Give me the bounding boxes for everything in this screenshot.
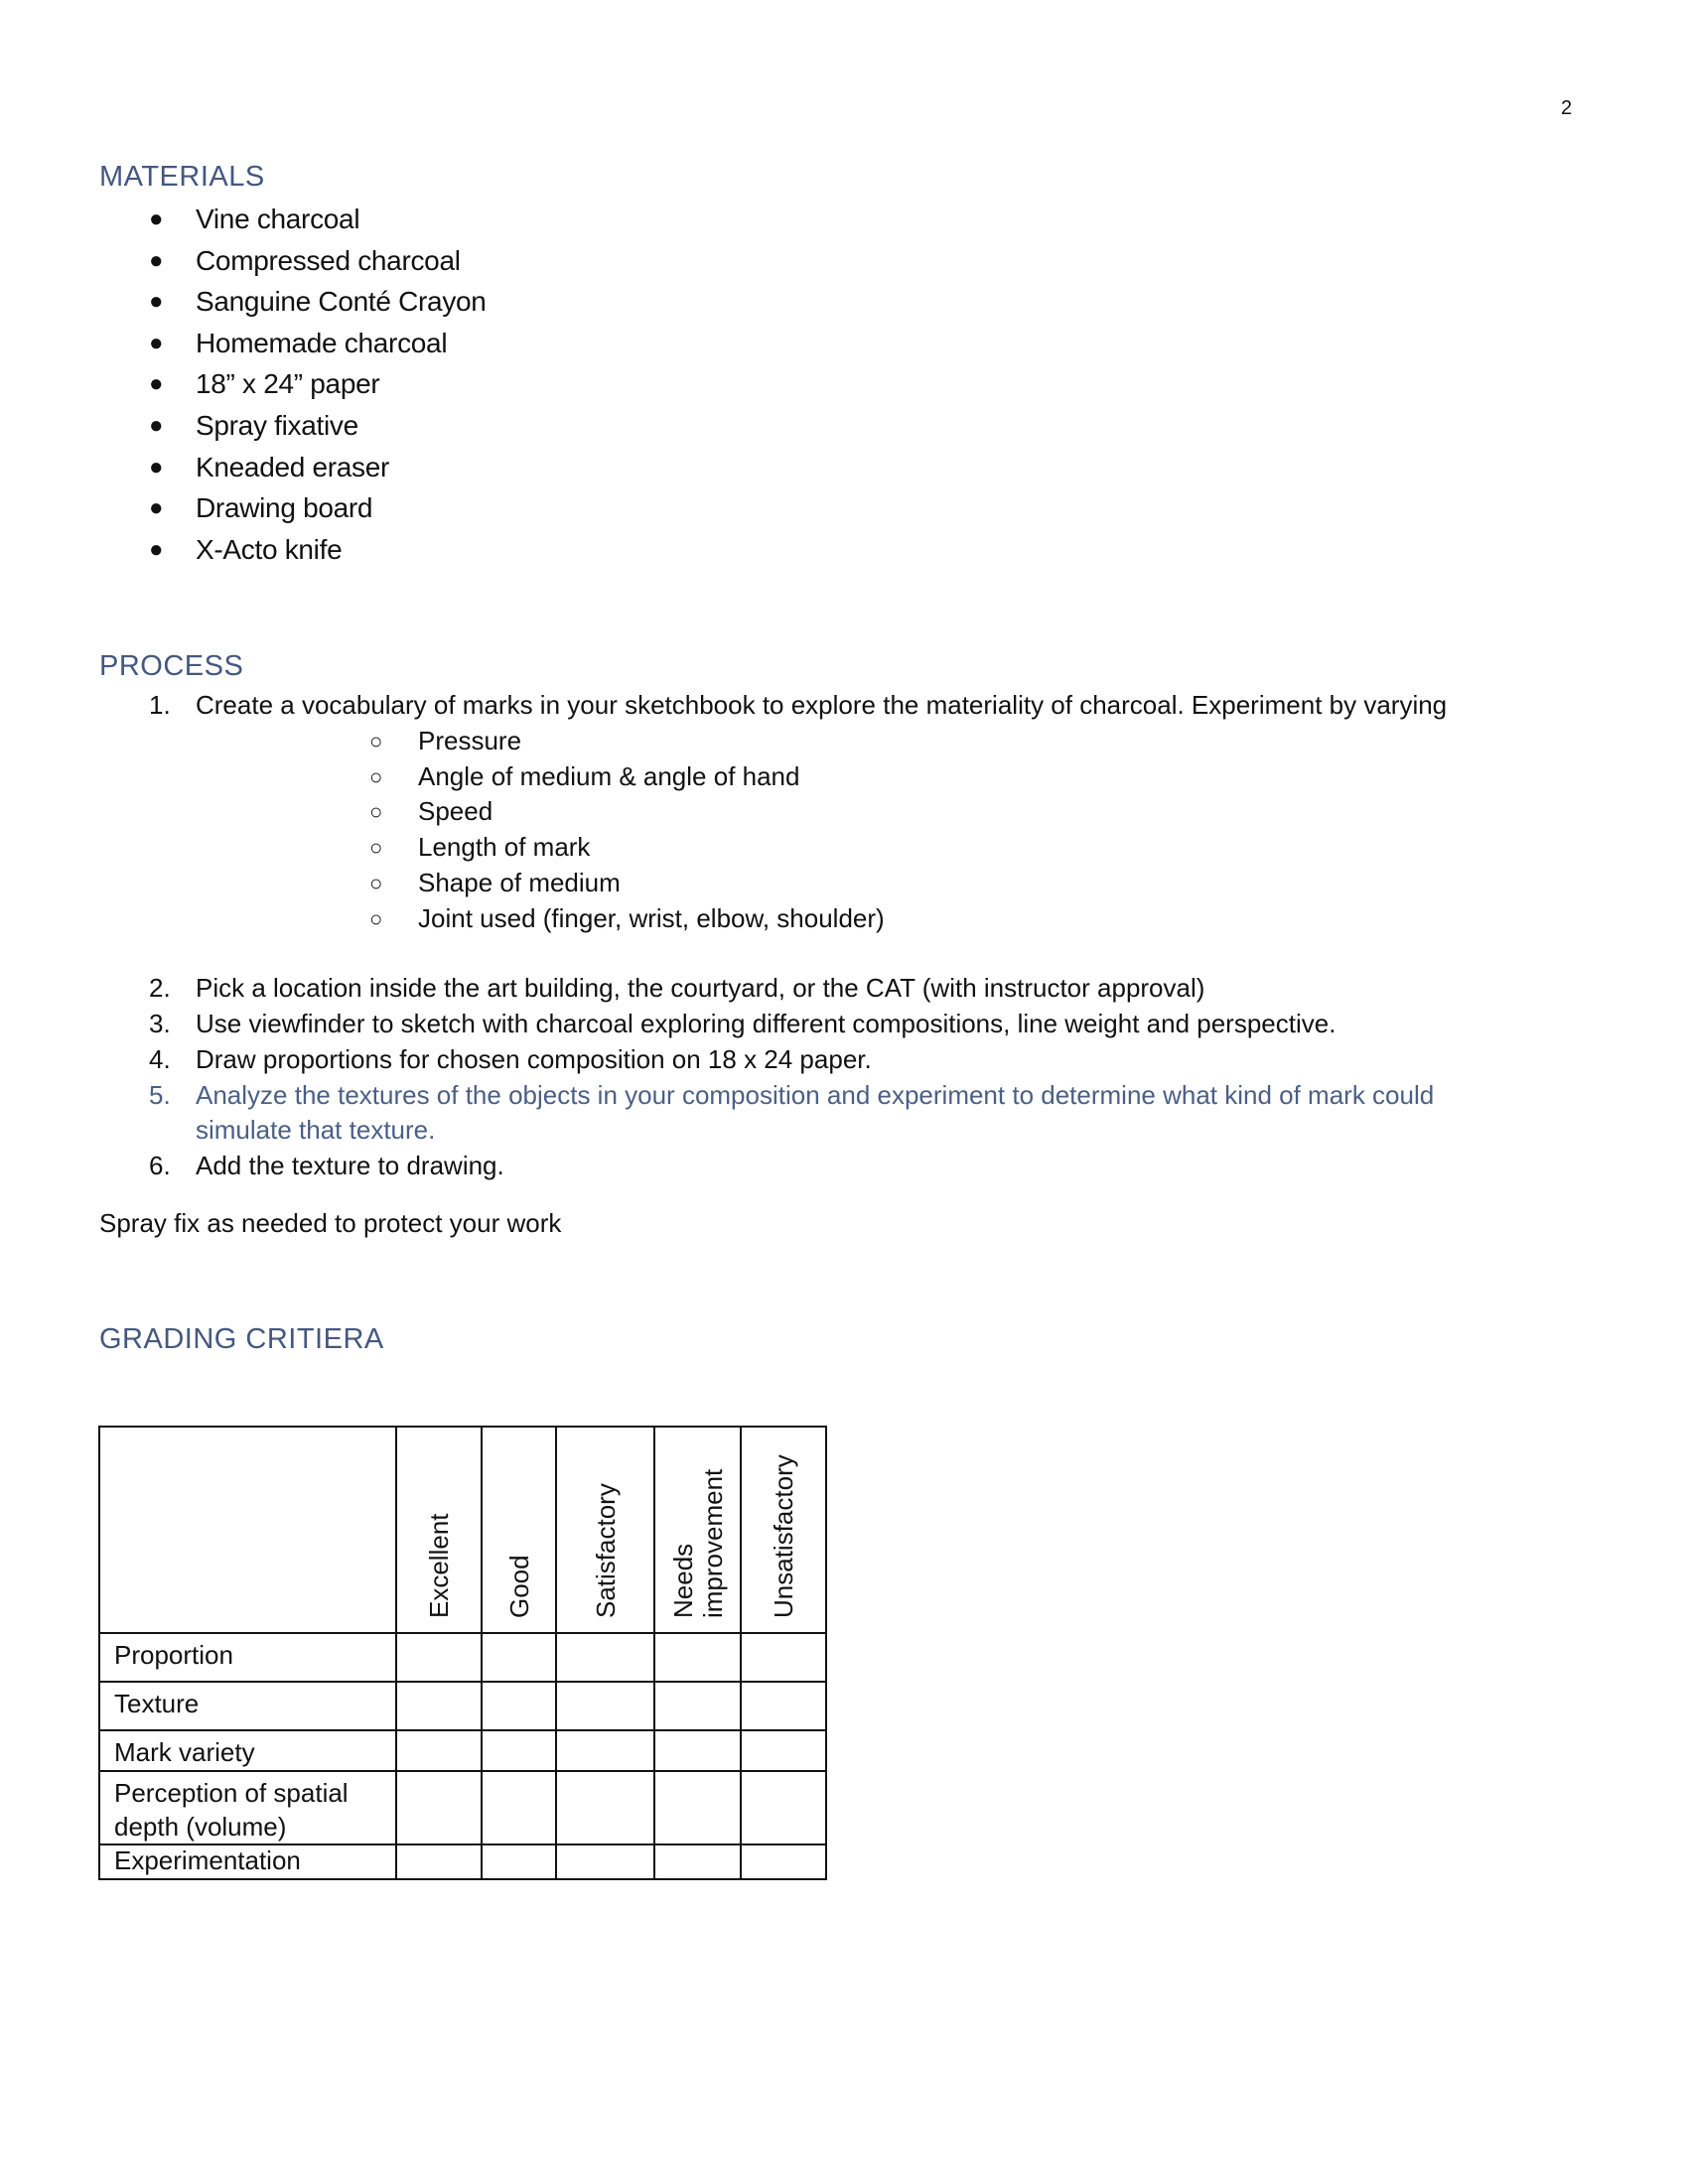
grade-cell[interactable]	[654, 1633, 741, 1682]
grade-cell[interactable]	[741, 1730, 826, 1771]
table-row	[99, 1730, 826, 1771]
substep-item: Pressure	[418, 726, 522, 755]
criterion-label: Experimentation	[99, 1844, 396, 1879]
material-item: 18” x 24” paper	[196, 368, 380, 400]
step-text: Draw proportions for chosen composition on 18 x 24 paper.	[196, 1044, 872, 1074]
page-number: 2	[1561, 97, 1573, 119]
spray-fix-note: Spray fix as needed to protect your work	[99, 1208, 562, 1238]
grade-cell[interactable]	[741, 1844, 826, 1879]
grade-cell[interactable]	[482, 1682, 556, 1730]
step-text-continued: simulate that texture.	[196, 1115, 436, 1145]
table-row	[99, 1771, 826, 1844]
bullet-icon: ●	[149, 329, 164, 356]
grade-cell[interactable]	[396, 1682, 482, 1730]
grade-cell[interactable]	[396, 1730, 482, 1771]
material-item: Kneaded eraser	[196, 451, 390, 482]
grade-cell[interactable]	[654, 1771, 741, 1844]
step-text: Create a vocabulary of marks in your sketchbook to explore the materiality of charcoal. Experiment by varying	[196, 690, 1448, 720]
materials-heading: MATERIALS	[99, 161, 265, 193]
step-number: 5.	[149, 1080, 171, 1110]
circle-bullet-icon: ○	[369, 799, 383, 825]
grade-cell[interactable]	[482, 1730, 556, 1771]
circle-bullet-icon: ○	[369, 905, 383, 931]
substep-item: Length of mark	[418, 832, 591, 863]
material-item: Homemade charcoal	[196, 327, 448, 358]
bullet-icon: ●	[149, 535, 164, 563]
circle-bullet-icon: ○	[369, 835, 383, 861]
bullet-icon: ●	[149, 288, 164, 316]
grade-cell[interactable]	[396, 1633, 482, 1682]
header-needs-improvement: Needs improvement	[654, 1427, 741, 1633]
circle-bullet-icon: ○	[369, 870, 383, 895]
header-satisfactory: Satisfactory	[556, 1427, 654, 1633]
bullet-icon: ●	[149, 453, 164, 480]
step-number: 1.	[149, 690, 171, 720]
step-text: Use viewfinder to sketch with charcoal exploring different compositions, line weight and perspective.	[196, 1009, 1336, 1038]
material-item: Sanguine Conté Crayon	[196, 286, 487, 318]
table-header-row	[99, 1427, 826, 1633]
step-text: Analyze the textures of the objects in your composition and experiment to determine what kind of mark could	[196, 1080, 1435, 1110]
circle-bullet-icon: ○	[369, 763, 383, 789]
header-empty-cell	[99, 1427, 396, 1633]
grade-cell[interactable]	[482, 1633, 556, 1682]
material-item: X-Acto knife	[196, 533, 343, 565]
circle-bullet-icon: ○	[369, 729, 383, 753]
grade-cell[interactable]	[654, 1730, 741, 1771]
step-text: Pick a location inside the art building, the courtyard, or the CAT (with instructor approval)	[196, 973, 1205, 1003]
grade-cell[interactable]	[654, 1682, 741, 1730]
grade-cell[interactable]	[556, 1682, 654, 1730]
grade-cell[interactable]	[556, 1771, 654, 1844]
bullet-icon: ●	[149, 370, 164, 398]
material-item: Compressed charcoal	[196, 244, 461, 276]
step-number: 3.	[149, 1009, 171, 1038]
criterion-label: Texture	[99, 1682, 396, 1730]
table-row	[99, 1682, 826, 1730]
step-number: 4.	[149, 1044, 171, 1074]
bullet-icon: ●	[149, 494, 164, 522]
grade-cell[interactable]	[741, 1682, 826, 1730]
grade-cell[interactable]	[556, 1844, 654, 1879]
grade-cell[interactable]	[654, 1844, 741, 1879]
grade-cell[interactable]	[556, 1633, 654, 1682]
criterion-label: Proportion	[99, 1633, 396, 1682]
grading-heading: GRADING CRITIERA	[99, 1323, 384, 1355]
material-item: Drawing board	[196, 492, 373, 524]
substep-item: Speed	[418, 796, 493, 827]
header-excellent: Excellent	[396, 1427, 482, 1633]
criterion-label: Perception of spatial depth (volume)	[99, 1771, 396, 1844]
grade-cell[interactable]	[741, 1771, 826, 1844]
grade-cell[interactable]	[556, 1730, 654, 1771]
material-item: Spray fixative	[196, 410, 358, 441]
bullet-icon: ●	[149, 246, 164, 274]
grade-cell[interactable]	[482, 1844, 556, 1879]
substep-item: Shape of medium	[418, 867, 621, 897]
substep-item: Angle of medium & angle of hand	[418, 760, 800, 791]
substep-item: Joint used (finger, wrist, elbow, shoulder)	[418, 902, 885, 933]
bullet-icon: ●	[149, 412, 164, 439]
step-number: 6.	[149, 1151, 171, 1180]
grade-cell[interactable]	[482, 1771, 556, 1844]
step-text: Add the texture to drawing.	[196, 1151, 504, 1180]
grade-cell[interactable]	[396, 1844, 482, 1879]
grade-cell[interactable]	[396, 1771, 482, 1844]
criterion-label: Mark variety	[99, 1730, 396, 1771]
process-heading: PROCESS	[99, 650, 244, 682]
step-number: 2.	[149, 973, 171, 1003]
bullet-icon: ●	[149, 205, 164, 232]
grade-cell[interactable]	[741, 1633, 826, 1682]
header-good: Good	[482, 1427, 556, 1633]
table-row	[99, 1633, 826, 1682]
grading-table	[98, 1426, 827, 1880]
header-unsatisfactory: Unsatisfactory	[741, 1427, 826, 1633]
table-row	[99, 1844, 826, 1879]
material-item: Vine charcoal	[196, 204, 360, 234]
